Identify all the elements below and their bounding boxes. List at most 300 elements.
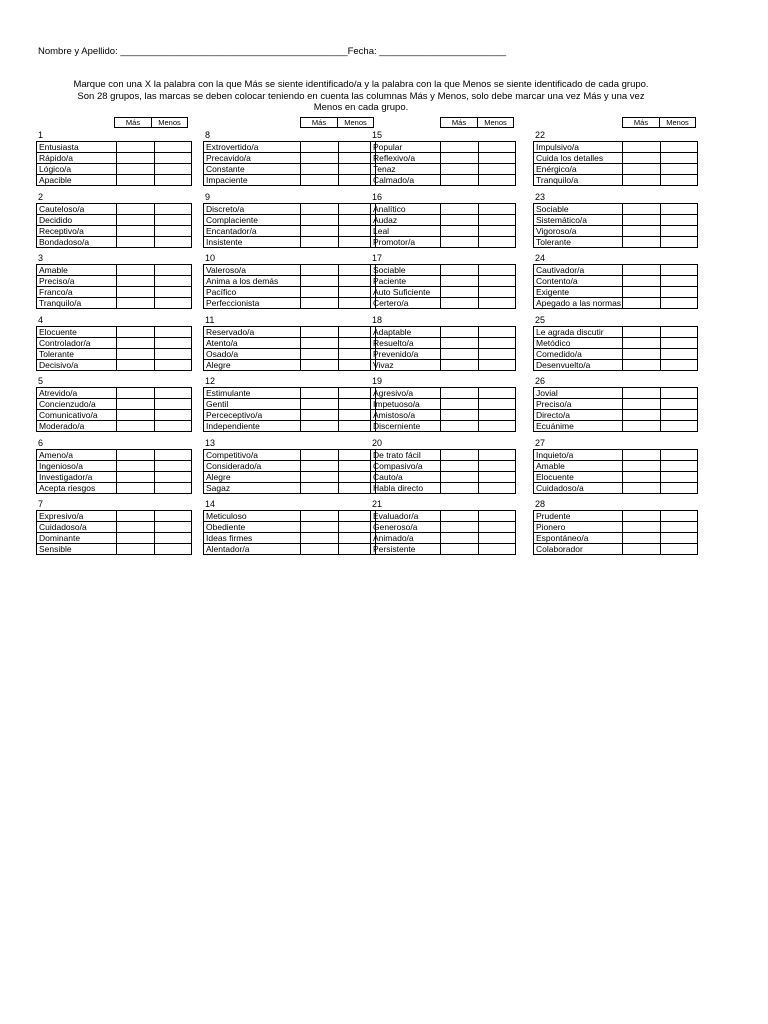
mas-checkbox-cell[interactable]: [117, 236, 155, 247]
mas-checkbox-cell[interactable]: [441, 359, 479, 370]
word-label: Extrovertido/a: [204, 142, 301, 153]
mas-checkbox-cell[interactable]: [117, 410, 155, 421]
mas-checkbox-cell[interactable]: [301, 326, 339, 337]
group-number: 8: [205, 130, 211, 140]
mas-checkbox-cell[interactable]: [117, 533, 155, 544]
mas-checkbox-cell[interactable]: [117, 399, 155, 410]
word-label: Ingenioso/a: [37, 460, 117, 471]
mas-checkbox-cell[interactable]: [441, 225, 479, 236]
word-row: [204, 326, 376, 337]
mas-checkbox-cell[interactable]: [623, 265, 661, 276]
word-label: Preciso/a: [37, 276, 117, 287]
word-row: [371, 511, 516, 522]
name-input-line[interactable]: ___________________________________________: [120, 46, 348, 57]
date-input-line[interactable]: ________________________: [379, 46, 507, 57]
mas-checkbox-cell[interactable]: [117, 298, 155, 309]
mas-checkbox-cell[interactable]: [301, 399, 339, 410]
mas-checkbox-cell[interactable]: [441, 214, 479, 225]
mas-checkbox-cell[interactable]: [117, 203, 155, 214]
menos-checkbox-cell[interactable]: [661, 276, 698, 287]
mas-checkbox-cell[interactable]: [117, 471, 155, 482]
word-row: [37, 265, 192, 276]
mas-checkbox-cell[interactable]: [623, 225, 661, 236]
mas-checkbox-cell[interactable]: [301, 511, 339, 522]
mas-checkbox-cell[interactable]: [117, 153, 155, 164]
word-row: [534, 214, 698, 225]
mas-checkbox-cell[interactable]: [117, 421, 155, 432]
word-label: Ecuánime: [534, 421, 623, 432]
mas-checkbox-cell[interactable]: [117, 544, 155, 555]
mas-checkbox-cell[interactable]: [623, 298, 661, 309]
mas-checkbox-cell[interactable]: [117, 522, 155, 533]
word-label: Moderado/a: [37, 421, 117, 432]
menos-checkbox-cell[interactable]: [479, 214, 516, 225]
menos-checkbox-cell[interactable]: [155, 214, 192, 225]
word-row: [204, 203, 376, 214]
mas-checkbox-cell[interactable]: [301, 522, 339, 533]
menos-checkbox-cell[interactable]: [479, 298, 516, 309]
word-row: [534, 511, 698, 522]
word-row: [204, 214, 376, 225]
menos-checkbox-cell[interactable]: [155, 482, 192, 493]
mas-checkbox-cell[interactable]: [117, 511, 155, 522]
menos-checkbox-cell[interactable]: [155, 175, 192, 186]
menos-checkbox-cell[interactable]: [155, 236, 192, 247]
mas-checkbox-cell[interactable]: [117, 449, 155, 460]
mas-checkbox-cell[interactable]: [441, 153, 479, 164]
menos-checkbox-cell[interactable]: [155, 522, 192, 533]
word-row: [204, 276, 376, 287]
word-label: Cuida los detalles: [534, 153, 623, 164]
group-table: [533, 326, 698, 371]
word-label: Impulsivo/a: [534, 142, 623, 153]
mas-checkbox-cell[interactable]: [117, 265, 155, 276]
menos-checkbox-cell[interactable]: [479, 265, 516, 276]
menos-checkbox-cell[interactable]: [661, 142, 698, 153]
menos-checkbox-cell[interactable]: [661, 399, 698, 410]
mas-checkbox-cell[interactable]: [623, 276, 661, 287]
menos-checkbox-cell[interactable]: [479, 276, 516, 287]
mas-checkbox-cell[interactable]: [441, 287, 479, 298]
mas-checkbox-cell[interactable]: [301, 421, 339, 432]
instructions-line-1: Marque con una X la palabra con la que Más se siente identificado/a y la palabra con la que Menos se siente identificado de cada grupo.: [73, 79, 649, 90]
mas-checkbox-cell[interactable]: [301, 359, 339, 370]
menos-checkbox-cell[interactable]: [661, 287, 698, 298]
menos-checkbox-cell[interactable]: [661, 410, 698, 421]
mas-checkbox-cell[interactable]: [117, 337, 155, 348]
mas-checkbox-cell[interactable]: [301, 337, 339, 348]
mas-checkbox-cell[interactable]: [441, 449, 479, 460]
group-table: [370, 510, 516, 555]
menos-checkbox-cell[interactable]: [479, 142, 516, 153]
mas-checkbox-cell[interactable]: [441, 410, 479, 421]
mas-column-header: Más: [622, 117, 660, 128]
menos-checkbox-cell[interactable]: [479, 533, 516, 544]
menos-checkbox-cell[interactable]: [479, 164, 516, 175]
word-label: Apacible: [37, 175, 117, 186]
menos-checkbox-cell[interactable]: [155, 287, 192, 298]
word-row: [37, 225, 192, 236]
menos-checkbox-cell[interactable]: [155, 544, 192, 555]
menos-checkbox-cell[interactable]: [479, 410, 516, 421]
word-label: Paciente: [371, 276, 441, 287]
mas-checkbox-cell[interactable]: [117, 482, 155, 493]
word-label: Evaluador/a: [371, 511, 441, 522]
mas-checkbox-cell[interactable]: [301, 348, 339, 359]
word-row: [534, 265, 698, 276]
mas-checkbox-cell[interactable]: [441, 522, 479, 533]
mas-checkbox-cell[interactable]: [441, 175, 479, 186]
mas-checkbox-cell[interactable]: [441, 348, 479, 359]
menos-checkbox-cell[interactable]: [661, 421, 698, 432]
word-label: Leal: [371, 225, 441, 236]
word-label: Elocuente: [534, 471, 623, 482]
mas-checkbox-cell[interactable]: [623, 348, 661, 359]
word-row: [37, 287, 192, 298]
mas-column-header: Más: [114, 117, 152, 128]
word-row: [37, 153, 192, 164]
menos-checkbox-cell[interactable]: [479, 337, 516, 348]
word-row: [534, 544, 698, 555]
mas-checkbox-cell[interactable]: [301, 153, 339, 164]
word-label: Amable: [534, 460, 623, 471]
mas-checkbox-cell[interactable]: [117, 214, 155, 225]
mas-checkbox-cell[interactable]: [623, 236, 661, 247]
mas-checkbox-cell[interactable]: [441, 276, 479, 287]
mas-checkbox-cell[interactable]: [441, 164, 479, 175]
mas-checkbox-cell[interactable]: [441, 544, 479, 555]
menos-checkbox-cell[interactable]: [155, 276, 192, 287]
mas-checkbox-cell[interactable]: [623, 522, 661, 533]
word-label: Analítico: [371, 203, 441, 214]
menos-checkbox-cell[interactable]: [479, 175, 516, 186]
mas-checkbox-cell[interactable]: [441, 421, 479, 432]
menos-checkbox-cell[interactable]: [155, 153, 192, 164]
word-row: [371, 298, 516, 309]
word-row: [371, 410, 516, 421]
mas-checkbox-cell[interactable]: [441, 460, 479, 471]
menos-checkbox-cell[interactable]: [661, 203, 698, 214]
mas-checkbox-cell[interactable]: [301, 460, 339, 471]
word-label: Receptivo/a: [37, 225, 117, 236]
menos-checkbox-cell[interactable]: [661, 522, 698, 533]
menos-checkbox-cell[interactable]: [155, 203, 192, 214]
word-row: [371, 544, 516, 555]
menos-checkbox-cell[interactable]: [155, 326, 192, 337]
group-table: [533, 141, 698, 186]
word-row: [534, 326, 698, 337]
mas-checkbox-cell[interactable]: [117, 359, 155, 370]
mas-checkbox-cell[interactable]: [301, 265, 339, 276]
mas-checkbox-cell[interactable]: [623, 326, 661, 337]
menos-checkbox-cell[interactable]: [479, 482, 516, 493]
menos-checkbox-cell[interactable]: [155, 410, 192, 421]
mas-checkbox-cell[interactable]: [623, 388, 661, 399]
menos-checkbox-cell[interactable]: [155, 388, 192, 399]
mas-checkbox-cell[interactable]: [441, 298, 479, 309]
mas-checkbox-cell[interactable]: [623, 164, 661, 175]
word-label: Enérgico/a: [534, 164, 623, 175]
group-number: 9: [205, 191, 211, 202]
mas-checkbox-cell[interactable]: [623, 410, 661, 421]
group-number: 16: [372, 191, 383, 202]
word-label: Vigoroso/a: [534, 225, 623, 236]
mas-checkbox-cell[interactable]: [301, 175, 339, 186]
menos-checkbox-cell[interactable]: [661, 298, 698, 309]
menos-checkbox-cell[interactable]: [661, 533, 698, 544]
mas-checkbox-cell[interactable]: [117, 142, 155, 153]
word-label: Calmado/a: [371, 175, 441, 186]
menos-checkbox-cell[interactable]: [155, 142, 192, 153]
group-table: [370, 387, 516, 432]
menos-checkbox-cell[interactable]: [479, 348, 516, 359]
mas-checkbox-cell[interactable]: [301, 236, 339, 247]
word-label: Entusiasta: [37, 142, 117, 153]
mas-checkbox-cell[interactable]: [301, 203, 339, 214]
menos-checkbox-cell[interactable]: [661, 153, 698, 164]
word-row: [37, 298, 192, 309]
mas-checkbox-cell[interactable]: [623, 287, 661, 298]
menos-checkbox-cell[interactable]: [479, 388, 516, 399]
mas-checkbox-cell[interactable]: [301, 298, 339, 309]
menos-checkbox-cell[interactable]: [661, 175, 698, 186]
word-label: Contento/a: [534, 276, 623, 287]
word-row: [204, 265, 376, 276]
mas-checkbox-cell[interactable]: [301, 410, 339, 421]
word-label: Comunicativo/a: [37, 410, 117, 421]
mas-checkbox-cell[interactable]: [623, 359, 661, 370]
word-label: Perceceptivo/a: [204, 410, 301, 421]
group-number: 25: [535, 314, 546, 325]
mas-checkbox-cell[interactable]: [623, 203, 661, 214]
mas-checkbox-cell[interactable]: [441, 482, 479, 493]
menos-checkbox-cell[interactable]: [155, 337, 192, 348]
menos-checkbox-cell[interactable]: [155, 298, 192, 309]
menos-checkbox-cell[interactable]: [479, 225, 516, 236]
menos-checkbox-cell[interactable]: [479, 522, 516, 533]
mas-checkbox-cell[interactable]: [441, 399, 479, 410]
mas-checkbox-cell[interactable]: [441, 265, 479, 276]
word-label: Directo/a: [534, 410, 623, 421]
word-label: Decidido: [37, 214, 117, 225]
word-row: [534, 287, 698, 298]
menos-checkbox-cell[interactable]: [661, 337, 698, 348]
word-label: Insistente: [204, 236, 301, 247]
mas-checkbox-cell[interactable]: [623, 399, 661, 410]
mas-checkbox-cell[interactable]: [441, 471, 479, 482]
mas-checkbox-cell[interactable]: [301, 276, 339, 287]
menos-checkbox-cell[interactable]: [479, 153, 516, 164]
word-label: Tenaz: [371, 164, 441, 175]
mas-checkbox-cell[interactable]: [441, 203, 479, 214]
menos-checkbox-cell[interactable]: [479, 287, 516, 298]
menos-checkbox-cell[interactable]: [479, 421, 516, 432]
menos-checkbox-cell[interactable]: [479, 326, 516, 337]
group-table: [370, 141, 516, 186]
mas-checkbox-cell[interactable]: [623, 142, 661, 153]
mas-checkbox-cell[interactable]: [441, 236, 479, 247]
menos-checkbox-cell[interactable]: [155, 471, 192, 482]
word-row: [37, 276, 192, 287]
word-row: [204, 533, 376, 544]
word-label: Certero/a: [371, 298, 441, 309]
mas-checkbox-cell[interactable]: [117, 164, 155, 175]
word-label: Compasivo/a: [371, 460, 441, 471]
mas-checkbox-cell[interactable]: [301, 142, 339, 153]
word-row: [371, 359, 516, 370]
menos-checkbox-cell[interactable]: [661, 326, 698, 337]
menos-checkbox-cell[interactable]: [155, 265, 192, 276]
menos-checkbox-cell[interactable]: [661, 359, 698, 370]
word-row: [371, 522, 516, 533]
mas-checkbox-cell[interactable]: [441, 142, 479, 153]
word-label: Prudente: [534, 511, 623, 522]
word-label: Considerado/a: [204, 460, 301, 471]
mas-checkbox-cell[interactable]: [441, 337, 479, 348]
menos-checkbox-cell[interactable]: [479, 544, 516, 555]
word-row: [534, 482, 698, 493]
menos-checkbox-cell[interactable]: [479, 203, 516, 214]
word-row: [371, 326, 516, 337]
word-row: [371, 421, 516, 432]
mas-checkbox-cell[interactable]: [117, 348, 155, 359]
menos-checkbox-cell[interactable]: [155, 164, 192, 175]
menos-checkbox-cell[interactable]: [479, 236, 516, 247]
word-row: [37, 348, 192, 359]
group-table: [203, 326, 376, 371]
word-label: Adaptable: [371, 326, 441, 337]
menos-checkbox-cell[interactable]: [479, 449, 516, 460]
word-row: [534, 359, 698, 370]
mas-checkbox-cell[interactable]: [301, 287, 339, 298]
mas-checkbox-cell[interactable]: [301, 214, 339, 225]
menos-checkbox-cell[interactable]: [155, 421, 192, 432]
word-row: [371, 203, 516, 214]
menos-checkbox-cell[interactable]: [155, 533, 192, 544]
word-label: Tolerante: [37, 348, 117, 359]
menos-checkbox-cell[interactable]: [155, 460, 192, 471]
menos-checkbox-cell[interactable]: [661, 482, 698, 493]
mas-checkbox-cell[interactable]: [623, 421, 661, 432]
group-number: 2: [38, 191, 44, 202]
word-row: [204, 164, 376, 175]
word-row: [204, 337, 376, 348]
mas-checkbox-cell[interactable]: [623, 544, 661, 555]
menos-checkbox-cell[interactable]: [661, 265, 698, 276]
mas-checkbox-cell[interactable]: [441, 326, 479, 337]
menos-checkbox-cell[interactable]: [479, 399, 516, 410]
mas-checkbox-cell[interactable]: [623, 175, 661, 186]
menos-checkbox-cell[interactable]: [661, 511, 698, 522]
menos-checkbox-cell[interactable]: [155, 511, 192, 522]
word-label: Discerniente: [371, 421, 441, 432]
mas-checkbox-cell[interactable]: [623, 153, 661, 164]
menos-checkbox-cell[interactable]: [661, 225, 698, 236]
group-table: [203, 510, 376, 555]
mas-checkbox-cell[interactable]: [117, 326, 155, 337]
word-label: Perfeccionista: [204, 298, 301, 309]
menos-checkbox-cell[interactable]: [155, 348, 192, 359]
mas-checkbox-cell[interactable]: [301, 482, 339, 493]
mas-checkbox-cell[interactable]: [623, 460, 661, 471]
menos-checkbox-cell[interactable]: [661, 348, 698, 359]
menos-checkbox-cell[interactable]: [479, 460, 516, 471]
word-label: Encantador/a: [204, 225, 301, 236]
menos-checkbox-cell[interactable]: [661, 388, 698, 399]
mas-checkbox-cell[interactable]: [301, 533, 339, 544]
mas-checkbox-cell[interactable]: [441, 511, 479, 522]
word-row: [371, 276, 516, 287]
word-row: [204, 511, 376, 522]
mas-checkbox-cell[interactable]: [623, 511, 661, 522]
mas-checkbox-cell[interactable]: [117, 388, 155, 399]
word-label: Comedido/a: [534, 348, 623, 359]
menos-checkbox-cell[interactable]: [661, 471, 698, 482]
instructions-line-2: Son 28 grupos, las marcas se deben colocar teniendo en cuenta las columnas Más y Menos, solo debe marcar una vez Más y una vez: [77, 90, 645, 102]
word-label: Prevenido/a: [371, 348, 441, 359]
menos-checkbox-cell[interactable]: [479, 359, 516, 370]
word-label: Cautivador/a: [534, 265, 623, 276]
menos-checkbox-cell[interactable]: [661, 449, 698, 460]
menos-checkbox-cell[interactable]: [661, 164, 698, 175]
menos-checkbox-cell[interactable]: [155, 399, 192, 410]
word-row: [204, 348, 376, 359]
word-label: Pacífico: [204, 287, 301, 298]
mas-checkbox-cell[interactable]: [623, 449, 661, 460]
group-number: 11: [205, 314, 215, 325]
mas-checkbox-cell[interactable]: [623, 482, 661, 493]
menos-checkbox-cell[interactable]: [479, 471, 516, 482]
mas-checkbox-cell[interactable]: [441, 388, 479, 399]
mas-checkbox-cell[interactable]: [117, 287, 155, 298]
mas-checkbox-cell[interactable]: [117, 276, 155, 287]
menos-checkbox-cell[interactable]: [661, 214, 698, 225]
mas-checkbox-cell[interactable]: [301, 471, 339, 482]
mas-checkbox-cell[interactable]: [301, 449, 339, 460]
menos-checkbox-cell[interactable]: [155, 225, 192, 236]
word-label: Espontáneo/a: [534, 533, 623, 544]
mas-checkbox-cell[interactable]: [623, 533, 661, 544]
date-label: Fecha:: [347, 46, 377, 57]
mas-checkbox-cell[interactable]: [117, 175, 155, 186]
word-row: [37, 533, 192, 544]
group-table: [36, 510, 192, 555]
word-row: [204, 287, 376, 298]
word-label: Decisivo/a: [37, 359, 117, 370]
mas-checkbox-cell[interactable]: [623, 471, 661, 482]
word-label: Cuidadoso/a: [37, 522, 117, 533]
mas-checkbox-cell[interactable]: [301, 388, 339, 399]
mas-checkbox-cell[interactable]: [117, 225, 155, 236]
word-label: Amistoso/a: [371, 410, 441, 421]
menos-checkbox-cell[interactable]: [661, 236, 698, 247]
word-label: Promotor/a: [371, 236, 441, 247]
mas-checkbox-cell[interactable]: [301, 164, 339, 175]
mas-checkbox-cell[interactable]: [301, 544, 339, 555]
mas-checkbox-cell[interactable]: [301, 225, 339, 236]
mas-checkbox-cell[interactable]: [441, 533, 479, 544]
menos-checkbox-cell[interactable]: [661, 544, 698, 555]
mas-checkbox-cell[interactable]: [623, 214, 661, 225]
menos-checkbox-cell[interactable]: [155, 359, 192, 370]
menos-checkbox-cell[interactable]: [479, 511, 516, 522]
word-row: [204, 399, 376, 410]
menos-checkbox-cell[interactable]: [155, 449, 192, 460]
mas-checkbox-cell[interactable]: [623, 337, 661, 348]
menos-checkbox-cell[interactable]: [661, 460, 698, 471]
mas-checkbox-cell[interactable]: [117, 460, 155, 471]
word-row: [204, 410, 376, 421]
